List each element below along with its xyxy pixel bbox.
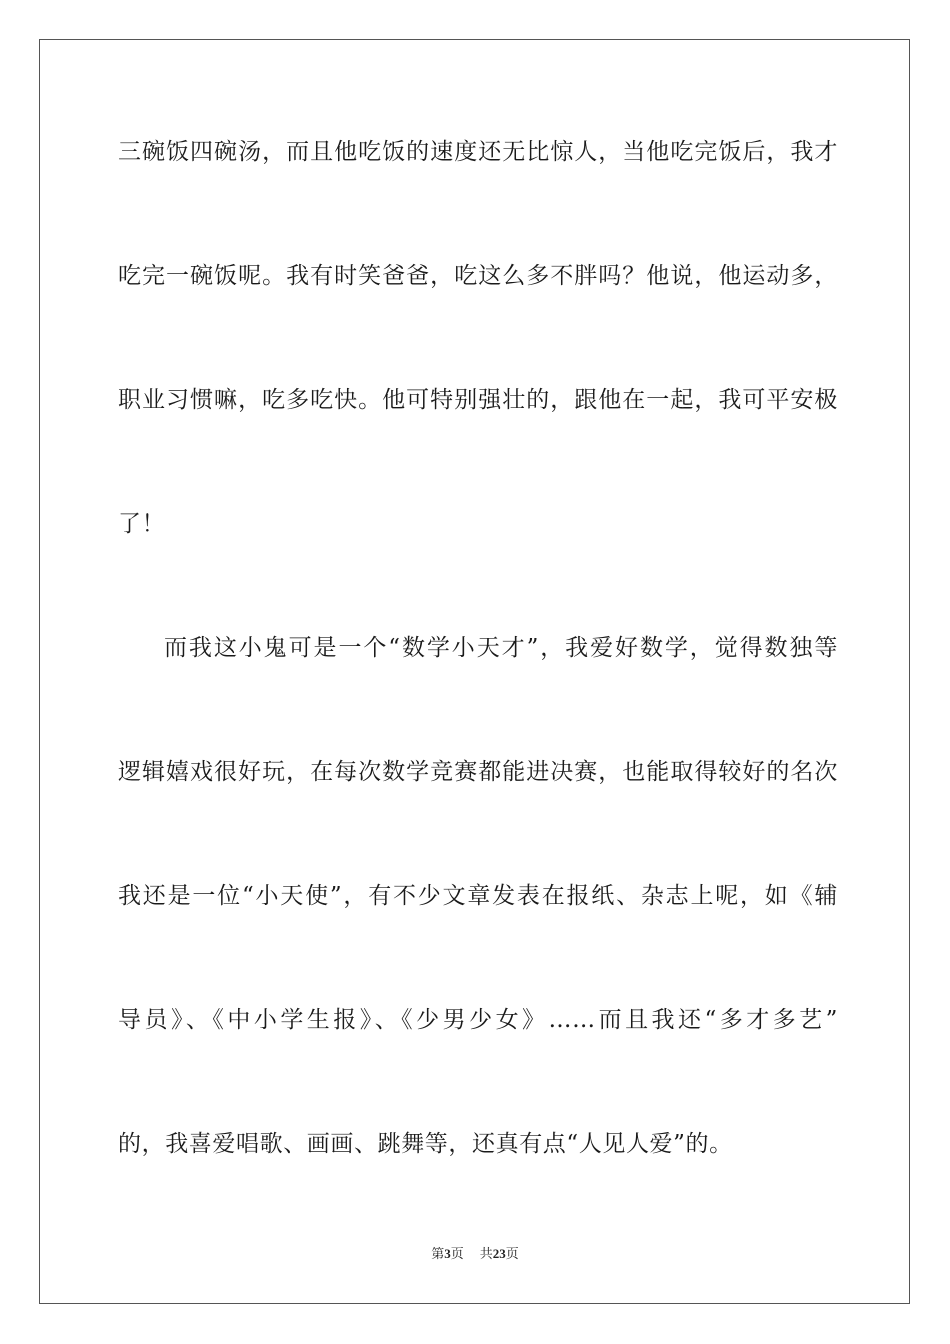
text-line: 了！ bbox=[118, 511, 166, 537]
total-pages: 23 bbox=[492, 1246, 506, 1261]
page-footer bbox=[0, 1243, 950, 1262]
text-line: 吃完一碗饭呢。我有时笑爸爸，吃这么多不胖吗？他说，他运动多， bbox=[118, 263, 838, 289]
text-line: 导员》、《中小学生报》、《少男少女》……而且我还“多才多艺” bbox=[118, 1007, 838, 1033]
text-line: 三碗饭四碗汤，而且他吃饭的速度还无比惊人，当他吃完饭后，我才 bbox=[118, 139, 838, 165]
text-line: 逻辑嬉戏很好玩，在每次数学竞赛都能进决赛，也能取得较好的名次 bbox=[118, 759, 838, 785]
paragraph-first-line: 而我这小鬼可是一个“数学小天才”，我爱好数学，觉得数独等 bbox=[164, 635, 838, 661]
text-line: 我还是一位“小天使”，有不少文章发表在报纸、杂志上呢，如《辅 bbox=[118, 883, 838, 909]
page-number: 3 bbox=[444, 1246, 451, 1261]
text-line: 职业习惯嘛，吃多吃快。他可特别强壮的，跟他在一起，我可平安极 bbox=[118, 387, 838, 413]
text-line: 的，我喜爱唱歌、画画、跳舞等，还真有点“人见人爱”的。 bbox=[118, 1131, 733, 1157]
page-indicator: 第3页 bbox=[431, 1246, 464, 1262]
page-border bbox=[39, 39, 910, 1304]
total-pages-indicator: 共23页 bbox=[479, 1246, 519, 1262]
